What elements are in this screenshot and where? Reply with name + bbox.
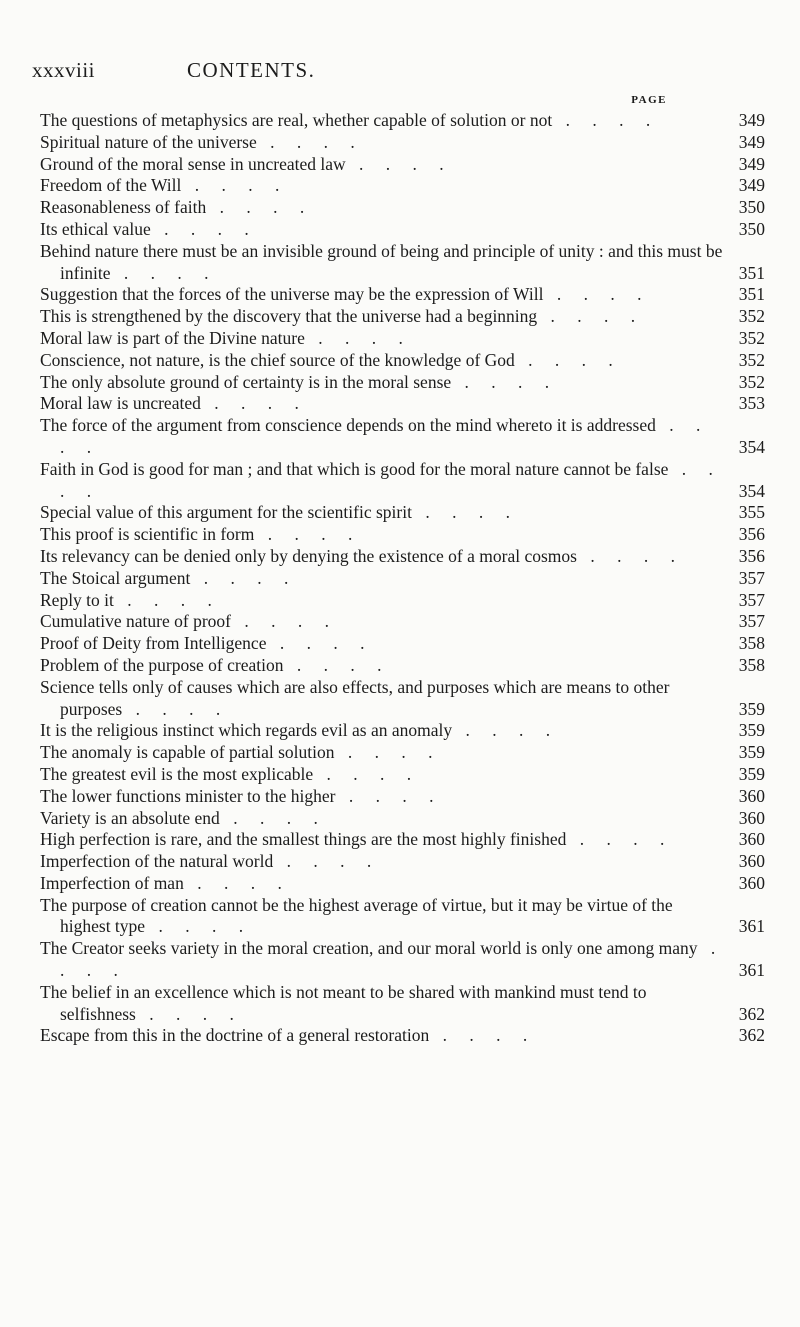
toc-entry-title: Imperfection of man xyxy=(40,872,184,893)
toc-entry xyxy=(40,786,765,808)
toc-entry-title: The belief in an excellence which is not meant to be shared with mankind must tend to selfishness xyxy=(40,981,647,1024)
toc-entry-title: The purpose of creation cannot be the highest average of virtue, but it may be virtue of the highest type xyxy=(40,894,673,937)
toc-entry-page: 352 xyxy=(738,306,765,327)
toc-entry-title: Special value of this argument for the scientific spirit xyxy=(40,502,412,523)
toc-entry xyxy=(40,502,765,524)
dot-leader: . . . . xyxy=(200,393,308,414)
toc-entry-title: It is the religious instinct which regards evil as an anomaly xyxy=(40,720,453,741)
toc-entry xyxy=(40,568,765,590)
toc-entry-title: Variety is an absolute end xyxy=(40,807,220,828)
toc-entry xyxy=(40,415,765,459)
toc-entry xyxy=(40,633,765,655)
toc-entry xyxy=(40,546,765,568)
running-head xyxy=(32,58,768,88)
toc-entry xyxy=(40,110,765,132)
dot-leader: . . . . xyxy=(335,785,443,806)
toc-entry-page: 349 xyxy=(738,175,765,196)
dot-leader: . . . . xyxy=(283,654,391,675)
toc-entry-title: This proof is scientific in form xyxy=(40,524,255,545)
toc-entry-page: 350 xyxy=(738,218,765,239)
toc-entry-page: 356 xyxy=(738,545,765,566)
dot-leader: . . . . xyxy=(429,1025,537,1046)
dot-leader: . . . . xyxy=(313,763,421,784)
toc-entry-page: 358 xyxy=(738,633,765,654)
toc-entry-page: 357 xyxy=(738,567,765,588)
toc-entry-title: Its ethical value xyxy=(40,218,151,239)
toc-entry-page: 359 xyxy=(738,698,765,719)
toc-entry-title: The Creator seeks variety in the moral creation, and our moral world is only one among many xyxy=(40,938,698,959)
toc-entry-page: 352 xyxy=(738,327,765,348)
toc-entry-page: 359 xyxy=(738,763,765,784)
dot-leader: . . . . xyxy=(150,218,258,239)
toc-entry xyxy=(40,284,765,306)
dot-leader: . . . . xyxy=(60,458,722,501)
toc-entry-title: Freedom of the Will xyxy=(40,175,182,196)
dot-leader: . . . . xyxy=(452,720,560,741)
toc-entry-title: The lower functions minister to the higher xyxy=(40,785,336,806)
toc-entry-title: The anomaly is capable of partial solution xyxy=(40,742,335,763)
toc-entry xyxy=(40,328,765,350)
toc-entry xyxy=(40,459,765,503)
toc-entry xyxy=(40,132,765,154)
dot-leader: . . . . xyxy=(451,371,559,392)
toc-entry-title: Moral law is uncreated xyxy=(40,393,201,414)
toc-entry xyxy=(40,241,765,285)
toc-entry xyxy=(40,393,765,415)
dot-leader: . . . . xyxy=(576,545,684,566)
toc-entry-page: 350 xyxy=(738,197,765,218)
dot-leader: . . . . xyxy=(60,938,725,981)
toc-entry-page: 354 xyxy=(738,480,765,501)
toc-entry-page: 349 xyxy=(738,110,765,130)
toc-entry-page: 349 xyxy=(738,153,765,174)
toc-entry xyxy=(40,590,765,612)
toc-entry-title: The questions of metaphysics are real, whether capable of solution or not xyxy=(40,110,553,130)
dot-leader: . . . . xyxy=(304,327,412,348)
dot-leader: . . . . xyxy=(122,698,230,719)
toc-entry-title: The force of the argument from conscience depends on the mind whereto it is addressed xyxy=(40,415,656,436)
toc-entry xyxy=(40,851,765,873)
toc-entry xyxy=(40,895,765,939)
toc-entry-title: Science tells only of causes which are also effects, and purposes which are means to other purposes xyxy=(40,676,670,719)
toc-entry xyxy=(40,372,765,394)
toc-entry-title: Reasonableness of faith xyxy=(40,197,207,218)
toc-entry-page: 353 xyxy=(738,393,765,414)
dot-leader: . . . . xyxy=(334,742,442,763)
toc-entry-title: Moral law is part of the Divine nature xyxy=(40,327,305,348)
toc-entry xyxy=(40,829,765,851)
toc-entry-title: Spiritual nature of the universe xyxy=(40,131,257,152)
toc-entry-title: The only absolute ground of certainty is in the moral sense xyxy=(40,371,452,392)
page-folio: xxxviii xyxy=(32,58,96,82)
toc-entry xyxy=(40,611,765,633)
toc-entry-page: 361 xyxy=(738,960,765,981)
toc-entry-title: This is strengthened by the discovery that the universe had a beginning xyxy=(40,306,538,327)
dot-leader: . . . . xyxy=(256,131,364,152)
dot-leader: . . . . xyxy=(266,633,374,654)
toc-entry xyxy=(40,524,765,546)
toc-entry-title: Suggestion that the forces of the universe may be the expression of Will xyxy=(40,284,544,305)
toc-entry-page: 357 xyxy=(738,611,765,632)
dot-leader: . . . . xyxy=(183,872,291,893)
toc-entry xyxy=(40,197,765,219)
dot-leader: . . . . xyxy=(135,1003,243,1024)
toc-entry-page: 360 xyxy=(738,872,765,893)
toc-entry-title: The greatest evil is the most explicable xyxy=(40,763,314,784)
toc-entry-title: Its relevancy can be denied only by denying the existence of a moral cosmos xyxy=(40,545,577,566)
toc-entry-page: 356 xyxy=(738,524,765,545)
toc-entry-title: Cumulative nature of proof xyxy=(40,611,231,632)
dot-leader: . . . . xyxy=(60,415,710,457)
dot-leader: . . . . xyxy=(206,197,314,218)
dot-leader: . . . . xyxy=(537,306,645,327)
toc-entry-title: Faith in God is good for man ; and that which is good for the moral nature cannot be false xyxy=(40,458,669,479)
toc-entry-title: Ground of the moral sense in uncreated law xyxy=(40,153,346,174)
toc-entry-page: 354 xyxy=(738,436,765,457)
toc-entry xyxy=(40,982,765,1026)
dot-leader: . . . . xyxy=(110,262,218,283)
dot-leader: . . . . xyxy=(552,110,660,130)
toc-entry xyxy=(40,677,765,721)
toc-entry-title: Proof of Deity from Intelligence xyxy=(40,633,267,654)
toc-entry-page: 360 xyxy=(738,829,765,850)
toc-entry xyxy=(40,154,765,176)
toc-entry-page: 351 xyxy=(738,284,765,305)
toc-entry xyxy=(40,873,765,895)
toc-entry xyxy=(40,1025,765,1047)
toc-entry-page: 355 xyxy=(738,502,765,523)
page-column-label: PAGE xyxy=(631,94,667,106)
toc-entry xyxy=(40,720,765,742)
toc-entry-title: The Stoical argument xyxy=(40,567,191,588)
dot-leader: . . . . xyxy=(190,567,298,588)
toc-entry-title: High perfection is rare, and the smallest things are the most highly finished xyxy=(40,829,567,850)
toc-entry-page: 360 xyxy=(738,807,765,828)
dot-leader: . . . . xyxy=(181,175,289,196)
toc-entry xyxy=(40,655,765,677)
toc-entry xyxy=(40,764,765,786)
toc-entry-page: 358 xyxy=(738,654,765,675)
dot-leader: . . . . xyxy=(411,502,519,523)
toc-entry-title: Problem of the purpose of creation xyxy=(40,654,284,675)
toc-entry xyxy=(40,808,765,830)
toc-entry-title: Imperfection of the natural world xyxy=(40,851,274,872)
toc-entry-page: 351 xyxy=(738,262,765,283)
dot-leader: . . . . xyxy=(345,153,453,174)
toc-entry-title: Escape from this in the doctrine of a general restoration xyxy=(40,1025,430,1046)
toc-entry-page: 362 xyxy=(738,1025,765,1046)
toc-entry-page: 357 xyxy=(738,589,765,610)
toc-entry-page: 352 xyxy=(738,371,765,392)
toc-entry xyxy=(40,350,765,372)
toc-entry xyxy=(40,175,765,197)
dot-leader: . . . . xyxy=(273,851,381,872)
toc-entry-page: 361 xyxy=(738,916,765,937)
toc-entry xyxy=(40,219,765,241)
toc-entry xyxy=(40,306,765,328)
toc-entry xyxy=(40,742,765,764)
table-of-contents xyxy=(40,110,765,1047)
toc-entry-page: 360 xyxy=(738,851,765,872)
toc-entry-title: Conscience, not nature, is the chief source of the knowledge of God xyxy=(40,349,515,370)
toc-entry-page: 349 xyxy=(738,131,765,152)
toc-entry xyxy=(40,938,765,982)
dot-leader: . . . . xyxy=(145,916,253,937)
toc-entry-page: 360 xyxy=(738,785,765,806)
dot-leader: . . . . xyxy=(543,284,651,305)
dot-leader: . . . . xyxy=(254,524,362,545)
toc-entry-page: 352 xyxy=(738,349,765,370)
toc-entry-page: 359 xyxy=(738,720,765,741)
running-title: CONTENTS. xyxy=(187,58,316,82)
toc-entry-title: Behind nature there must be an invisible ground of being and principle of unity : and this must be infinite xyxy=(40,240,723,283)
dot-leader: . . . . xyxy=(566,829,674,850)
toc-entry-page: 359 xyxy=(738,742,765,763)
dot-leader: . . . . xyxy=(113,589,221,610)
dot-leader: . . . . xyxy=(514,349,622,370)
toc-entry-title: Reply to it xyxy=(40,589,114,610)
dot-leader: . . . . xyxy=(231,611,338,632)
toc-entry-page: 362 xyxy=(738,1003,765,1024)
dot-leader: . . . . xyxy=(219,807,327,828)
